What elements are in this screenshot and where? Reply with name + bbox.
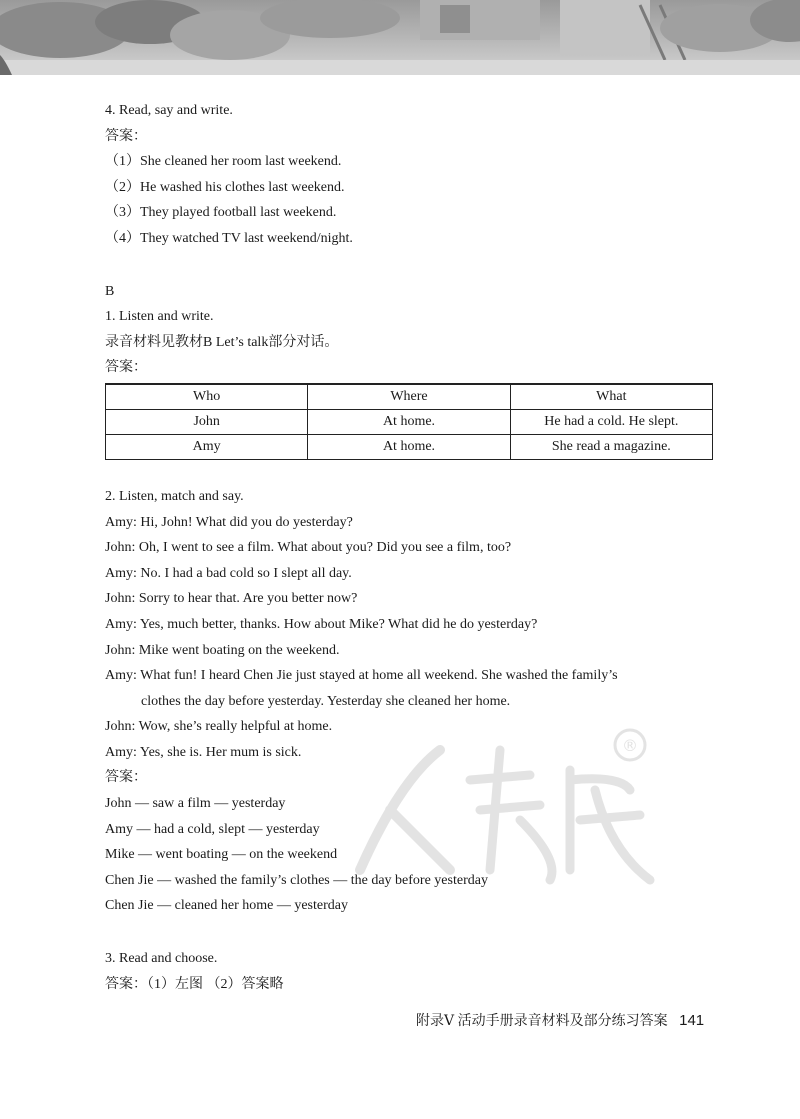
match-answer: Amy — had a cold, slept — yesterday (105, 821, 320, 837)
column-header: Where (308, 384, 510, 410)
answer-item: （4）They watched TV last weekend/night. (105, 230, 353, 246)
page-footer (416, 1010, 704, 1030)
dialogue-line-continued: clothes the day before yesterday. Yesterday she cleaned her home. (141, 693, 511, 709)
table-cell: At home. (308, 409, 510, 434)
section-heading: B (105, 283, 115, 299)
page-number: 141 (679, 1012, 705, 1029)
dialogue-line: Amy: Hi, John! What did you do yesterday? (105, 514, 353, 530)
match-answer: Chen Jie — washed the family’s clothes — the day before yesterday (105, 872, 488, 888)
exercise-b3-answer: 答案：（1）左图 （2）答案略 (105, 976, 284, 992)
spacer (105, 252, 715, 279)
match-answer: John — saw a film — yesterday (105, 796, 286, 812)
answer-item: （3）They played football last weekend. (105, 205, 337, 221)
dialogue-line: John: Sorry to hear that. Are you better now? (105, 591, 358, 607)
answer-label: 答案： (105, 360, 147, 376)
banner-illustration (0, 0, 800, 75)
answer-table (105, 383, 713, 460)
answer-item: （2）He washed his clothes last weekend. (105, 179, 345, 195)
table-cell: He had a cold. He slept. (510, 409, 712, 434)
match-answer: Mike — went boating — on the weekend (105, 847, 338, 863)
header-banner-image (0, 0, 800, 75)
dialogue-line: Amy: No. I had a bad cold so I slept all day. (105, 565, 352, 581)
table-row (106, 434, 713, 459)
spacer (105, 462, 715, 484)
exercise-b2-title: 2. Listen, match and say. (105, 488, 244, 504)
exercise-b1-title: 1. Listen and write. (105, 309, 214, 325)
table-cell: She read a magazine. (510, 434, 712, 459)
column-header: Who (106, 384, 308, 410)
table-row (106, 409, 713, 434)
section-b (105, 279, 715, 998)
registered-mark: ® (622, 736, 638, 755)
appendix-title: 附录Ⅴ 活动手册录音材料及部分练习答案 (416, 1014, 668, 1029)
dialogue-line: John: Wow, she’s really helpful at home. (105, 719, 333, 735)
table-header-row (106, 384, 713, 410)
answer-label: 答案： (105, 128, 147, 144)
answer-label: 答案： (105, 770, 147, 786)
table-cell: At home. (308, 434, 510, 459)
answer-item: （1）She cleaned her room last weekend. (105, 154, 342, 170)
exercise-note: 录音材料见教材B Let’s talk部分对话。 (105, 334, 339, 350)
spacer (105, 919, 715, 946)
exercise-4 (105, 98, 715, 252)
exercise-b3-title: 3. Read and choose. (105, 951, 218, 967)
match-answer: Chen Jie — cleaned her home — yesterday (105, 898, 348, 914)
answer-key-content (105, 98, 715, 997)
dialogue-line: John: Oh, I went to see a film. What about you? Did you see a film, too? (105, 540, 512, 556)
dialogue-line: Amy: What fun! I heard Chen Jie just stayed at home all weekend. She washed the family’s (105, 668, 618, 684)
dialogue-line: Amy: Yes, much better, thanks. How about Mike? What did he do yesterday? (105, 616, 538, 632)
exercise-4-title: 4. Read, say and write. (105, 103, 233, 118)
dialogue-line: Amy: Yes, she is. Her mum is sick. (105, 744, 302, 760)
table-cell: Amy (106, 434, 308, 459)
dialogue-line: John: Mike went boating on the weekend. (105, 642, 340, 658)
column-header: What (510, 384, 712, 410)
table-cell: John (106, 409, 308, 434)
